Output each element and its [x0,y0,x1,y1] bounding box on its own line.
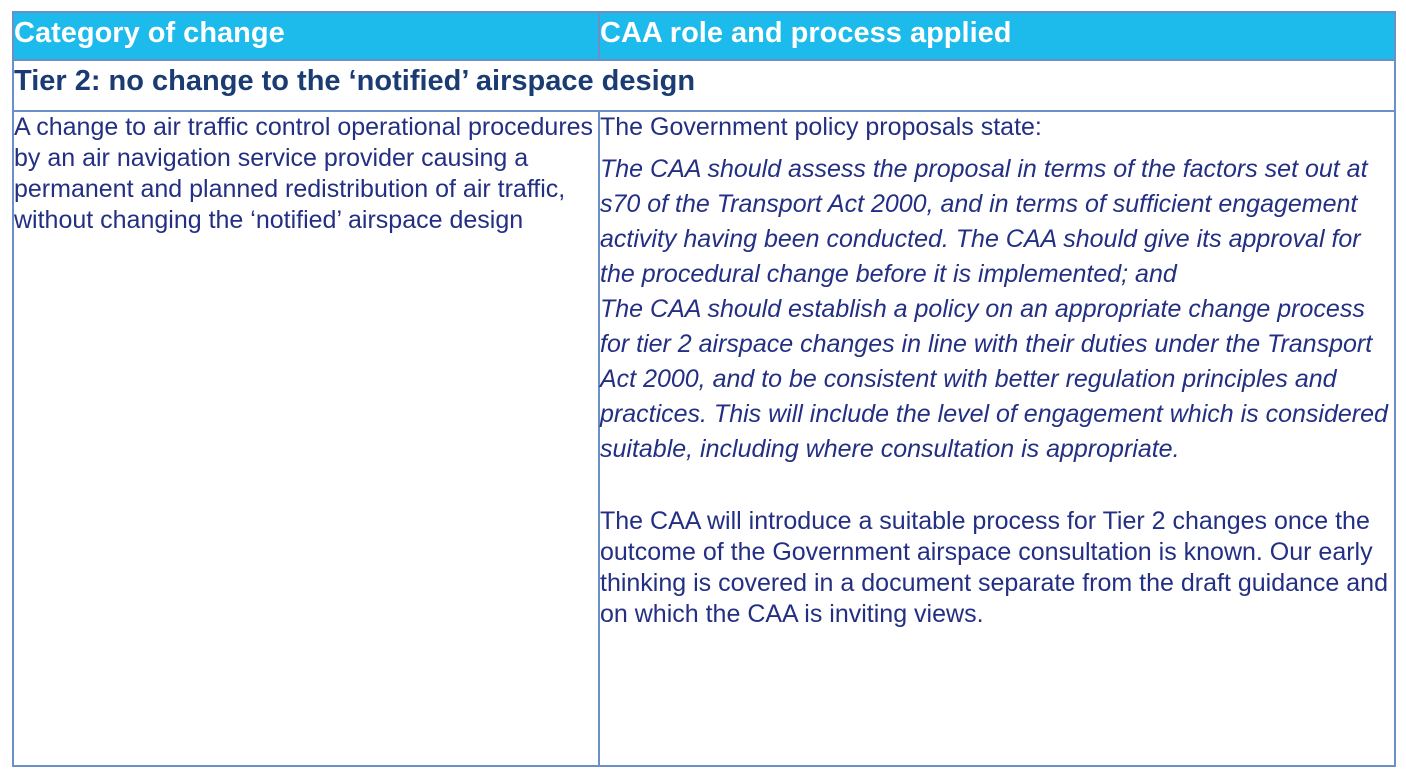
caa-role-cell [599,111,1395,766]
policy-quote-1: The CAA should assess the proposal in terms of the factors set out at s70 of the Transport Act 2000, and in terms of sufficient engagement activity having been conducted. The CAA should give its approval for the procedural change before it is implemented; and [600,155,1368,288]
header-caa-role: CAA role and process applied [599,12,1395,60]
policy-intro: The Government policy proposals state: [600,113,1042,141]
category-description: A change to air traffic control operational procedures by an air navigation service provider causing a permanent and planned redistribution of air traffic, without changing the ‘notified’ airspace design [14,113,594,234]
tier-row [13,60,1395,111]
policy-quote-2: The CAA should establish a policy on an appropriate change process for tier 2 airspace changes in line with their duties under the Transport Act 2000, and to be consistent with better regulation principles and practices. This will include the level of engagement which is considered suitable, including where consultation is appropriate. [600,295,1388,463]
category-cell [13,111,599,766]
paragraph-spacer [600,467,1394,502]
tier-2-title: Tier 2: no change to the ‘notified’ airspace design [13,60,1395,111]
table-header-row [13,12,1395,60]
closing-paragraph: The CAA will introduce a suitable process for Tier 2 changes once the outcome of the Government airspace consultation is known. Our early thinking is covered in a document separate from the draft guidance and on which the CAA is inviting views. [600,507,1388,628]
airspace-change-table [12,11,1396,767]
policy-quote-block [600,152,1394,467]
table-row [13,111,1395,766]
header-category-of-change: Category of change [13,12,599,60]
